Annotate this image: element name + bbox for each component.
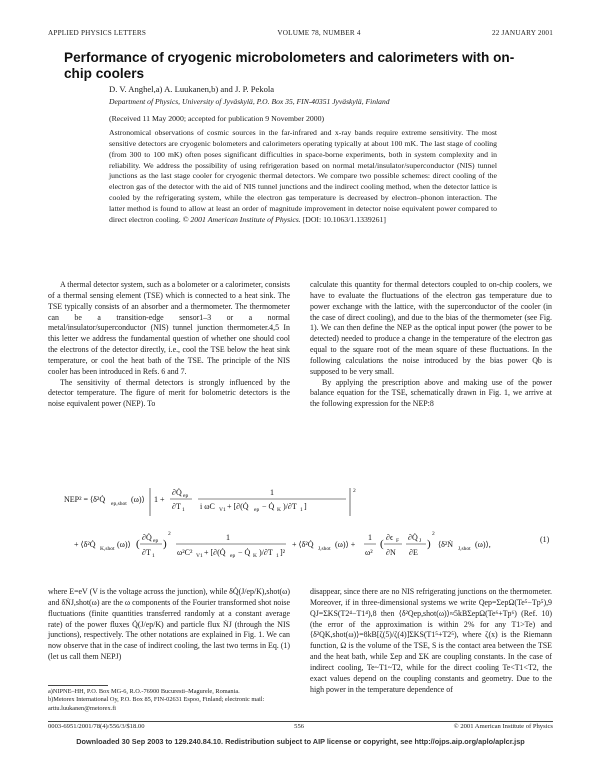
svg-text:(ω)⟩ +: (ω)⟩ + (335, 540, 356, 549)
svg-text:V1: V1 (219, 507, 226, 513)
svg-text:1: 1 (300, 507, 303, 513)
svg-text:)/∂T: )/∂T (283, 502, 297, 511)
page-number: 556 (294, 723, 305, 730)
svg-text:K: K (277, 507, 281, 513)
footnote: b)Metorex International Oy, P.O. Box 85, FIN-02631 Espoo, Finland; electronic mail: arttu.luukanen@metorex.fi (48, 696, 265, 712)
paragraph: The sensitivity of thermal detectors is strongly influenced by the detector temperature. The figure of merit for bolometric detectors is the noise equivalent power (NEP). To (48, 377, 290, 409)
svg-text:1: 1 (270, 488, 274, 497)
svg-text:]²: ]² (280, 548, 286, 557)
svg-text:(: ( (136, 538, 140, 550)
svg-text:2: 2 (353, 488, 356, 494)
svg-text:⟨δ²Ṅ: ⟨δ²Ṅ (438, 540, 454, 549)
svg-text:ep: ep (183, 493, 189, 499)
equation-number: (1) (540, 535, 550, 544)
svg-text:2: 2 (432, 531, 435, 537)
download-notice[interactable]: Downloaded 30 Sep 2003 to 129.240.84.10. Redistribution subject to AIP license or copyright, see http://ojps.aip.org/aplo/aplcr.jsp (76, 737, 525, 746)
page-footer (48, 723, 553, 730)
svg-text:(ω)⟩,: (ω)⟩, (475, 540, 491, 549)
equation-1 (64, 480, 554, 570)
abstract (109, 128, 497, 226)
svg-text:− Q̇: − Q̇ (262, 502, 275, 511)
left-column (48, 280, 290, 410)
journal-name: APPLIED PHYSICS LETTERS (48, 29, 147, 37)
svg-text:ep: ep (230, 553, 236, 559)
copyright-notice: © 2001 American Institute of Physics. (182, 214, 301, 224)
svg-text:1 +: 1 + (154, 495, 165, 504)
volume-number: VOLUME 78, NUMBER 4 (277, 29, 361, 37)
publisher-copyright: © 2001 American Institute of Physics (453, 723, 553, 730)
paragraph: where E=eV (V is the voltage across the junction), while δQ̇(J/ep/K),shot(ω) and δṄJ,shot(ω) are the ω components of the Fourier transformed shot noise fluctuations (finite quantities transferred randomly at a constant average rate) of the power fluxes Q̇(J/ep/K) and particle flux ṄJ (through the NIS junctions), respectively. The other notations are explained in Fig. 1. We can now observe that in the case of indirect cooling, the last two terms in Eq. (1) (let us call them NEPJ) (48, 587, 290, 662)
svg-text:(ω)⟩: (ω)⟩ (117, 540, 131, 549)
footnotes (48, 688, 290, 713)
received-dates: (Received 11 May 2000; accepted for publication 9 November 2000) (109, 114, 325, 123)
svg-text:K: K (253, 553, 257, 559)
svg-text:F: F (396, 538, 400, 544)
footer-rule (48, 721, 553, 722)
footnote-rule (48, 685, 108, 686)
svg-text:): ) (427, 538, 431, 550)
svg-text:∂Q̇: ∂Q̇ (142, 533, 152, 542)
svg-text:∂E: ∂E (409, 548, 418, 557)
svg-text:1: 1 (182, 507, 185, 513)
svg-text:i ωC: i ωC (200, 502, 215, 511)
svg-text:J: J (419, 538, 422, 544)
svg-text:2: 2 (168, 531, 171, 537)
left-column-lower (48, 587, 290, 663)
svg-text:∂N: ∂N (386, 548, 396, 557)
svg-text:+ [∂(Q̇: + [∂(Q̇ (204, 548, 226, 557)
abstract-text: Astronomical observations of cosmic sources in the far-infrared and x-ray bands require extreme sensitivity. The most sensitive detectors are cryogenic bolometers and calorimeters operating typically at about 100 mK. The last stage of cooling (from 300 to 100 mK) often poses significant difficulties in space-borne experiments, both in system complexity and in reliability. We address the possibility of using refrigeration based on normal metal/insulator/superconductor (NIS) tunnel junctions as the last stage cooler for cryogenic thermal detectors. We compare two possible schemes: direct cooling of the electron gas of the detector with the aid of NIS tunnel junctions and the indirect cooling method, when the detector lattice is cooled by the refrigerating system, while the electron gas temperature is decreased by electron–phonon interaction. The latter method is found to allow at least an order of magnitude improvement in detector noise equivalent power compared to direct electron cooling. (109, 128, 497, 224)
svg-text:∂T: ∂T (172, 502, 181, 511)
paragraph: A thermal detector system, such as a bolometer or a calorimeter, consists of a thermal sensing element (TSE) which is connected to a heat sink. The TSE typically consists of an absorber and a thermometer. The thermometer can be a transition-edge sensor1–3 or a normal metal/insulator/superconductor (NIS) tunnel junction thermometer.4,5 In this letter we address the fundamental question of whether one should cool the electrons of the detector directly, i.e., cool the TSE below the heat sink temperature, or cool the heat bath of the TSE. The principle of the NIS cooler has been introduced in Refs. 6 and 7. (48, 280, 290, 376)
svg-text:∂Q̇: ∂Q̇ (172, 488, 182, 497)
svg-text:1: 1 (276, 553, 279, 559)
svg-text:1: 1 (368, 533, 372, 542)
svg-text:ω²: ω² (365, 548, 373, 557)
svg-text:NEP² = ⟨δ²Q̇: NEP² = ⟨δ²Q̇ (64, 495, 106, 504)
svg-text:ep,shot: ep,shot (111, 501, 127, 507)
svg-text:1: 1 (152, 553, 155, 559)
paper-title: Performance of cryogenic microbolometers and calorimeters with on-chip coolers (64, 50, 515, 81)
svg-text:V1: V1 (196, 553, 203, 559)
doi-link[interactable]: [DOI: 10.1063/1.1339261] (302, 214, 386, 224)
svg-text:∂Q̇: ∂Q̇ (408, 533, 418, 542)
issue-date: 22 JANUARY 2001 (491, 29, 553, 37)
footnote: a)NIPNE–HH, P.O. Box MG-6, R.O.-76900 Bucuresti–Magurele, Romania. (48, 688, 240, 695)
paragraph: By applying the prescription above and making use of the power balance equation for the TSE, schematically drawn in Fig. 1, we arrive at the following expression for the NEP:8 (310, 377, 552, 409)
svg-text:ep: ep (153, 538, 159, 544)
svg-text:+ [∂(Q̇: + [∂(Q̇ (227, 502, 249, 511)
svg-text:∂T: ∂T (142, 548, 151, 557)
author-list: D. V. Anghel,a) A. Luukanen,b) and J. P. Pekola (109, 84, 275, 94)
svg-text:− Q̇: − Q̇ (238, 548, 251, 557)
svg-text:)/∂T: )/∂T (259, 548, 273, 557)
paragraph: disappear, since there are no NIS refrigerating junctions on the thermometer. Moreover, if in three-dimensional systems we write Qep=ΣepΩ(Te⁵−Tp⁵),9 QJ=ΣKS(T2⁴−T1⁴),8 then ⟨δ²Qep,shot(ω)⟩≈5kBΣepΩ(Te⁶+Tp⁶) (Ref. 10) (the error of the approximation is within 2% for any T1>Te) and ⟨δ²QK,shot(ω)⟩=8kB[ζ(5)/ζ(4)]ΣKS(T1⁵+T2⁵), where ζ(x) is the Riemann function, Ω is the volume of the TSE, S is the contact area between the TSE and the heat bath, while Σep and ΣK are coupling constants. In the case of indirect cooling, Te~T1~T2, while for the direct cooling Te<T1<T2, the exact values depend on the coupling constants and geometry. Due to the high power in the temperature dependence of (310, 587, 552, 694)
svg-text:1: 1 (226, 533, 230, 542)
svg-text:(ω)⟩: (ω)⟩ (131, 495, 145, 504)
svg-text:+ ⟨δ²Q̇: + ⟨δ²Q̇ (292, 540, 314, 549)
svg-text:+ ⟨δ²Q̇: + ⟨δ²Q̇ (74, 540, 96, 549)
svg-text:(: ( (380, 538, 384, 550)
svg-text:): ) (163, 538, 167, 550)
svg-text:]: ] (304, 502, 307, 511)
paragraph: calculate this quantity for thermal detectors coupled to on-chip coolers, we have to evaluate the fluctuations of the electron gas temperature due to power exchange with the lattice, with the superconductor of the cooler (in the case of direct cooling), and due to the bias of the thermometer (see Fig. 1). We can then define the NEP as the optical input power (the power to be detected) needed to produce a change in the temperature of the electron gas equal to the square root of the mean square of these fluctuations. In the following calculations the noise introduced by the bias power Qb is supposed to be very small. (310, 280, 552, 376)
right-column-lower (310, 587, 552, 695)
running-header (48, 29, 553, 37)
article-code: 0003-6951/2001/78(4)/556/3/$18.00 (48, 723, 145, 730)
svg-text:∂ϵ: ∂ϵ (386, 533, 394, 542)
svg-text:ω²C²: ω²C² (177, 548, 193, 557)
svg-text:J,shot: J,shot (458, 546, 471, 552)
svg-text:K,shot: K,shot (100, 546, 115, 552)
right-column (310, 280, 552, 410)
svg-text:J,shot: J,shot (318, 546, 331, 552)
affiliation: Department of Physics, University of Jyväskylä, P.O. Box 35, FIN-40351 Jyväskylä, Finland (109, 97, 390, 106)
svg-text:ep: ep (254, 507, 260, 513)
